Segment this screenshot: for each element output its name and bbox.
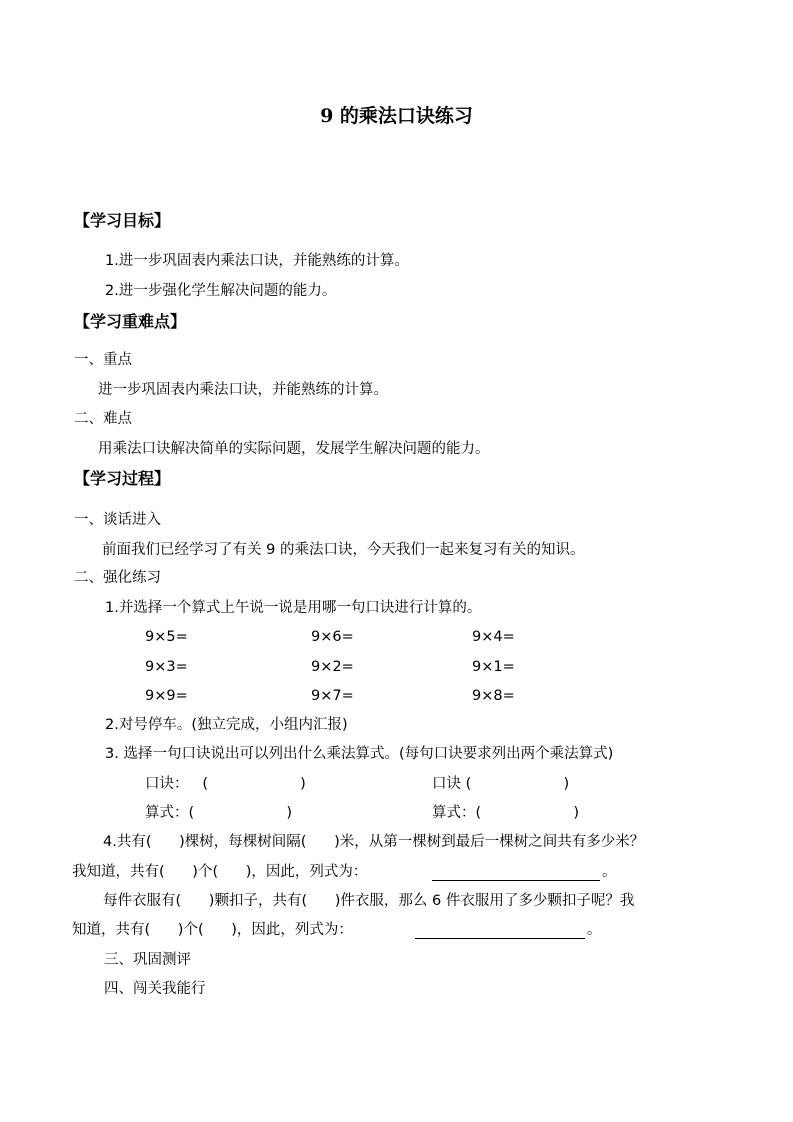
question-5-line-1: 每件衣服有( )颗扣子，共有( )件衣服，那么 6 件衣服用了多少颗扣子呢？我 [103, 893, 635, 909]
q3-rhyme-right: 口诀 ( ) [432, 776, 570, 792]
q3-rhyme-left: 口诀： ( ) [145, 776, 306, 792]
goal-item-2: 2.进一步强化学生解决问题的能力。 [105, 283, 337, 299]
q3-formula-left: 算式：( ) [145, 805, 292, 821]
equation-9x1: 9×1= [472, 659, 515, 675]
equation-9x6: 9×6= [311, 629, 354, 645]
section-4-label: 四、闯关我能行 [104, 981, 206, 997]
goal-item-1: 1.进一步巩固表内乘法口诀，并能熟练的计算。 [105, 253, 409, 269]
hard-text: 用乘法口诀解决简单的实际问题，发展学生解决问题的能力。 [98, 441, 490, 457]
equation-9x4: 9×4= [472, 629, 515, 645]
equation-9x2: 9×2= [311, 659, 354, 675]
key-label: 一、重点 [74, 352, 132, 368]
equation-9x8: 9×8= [472, 688, 515, 704]
equation-9x5: 9×5= [145, 629, 188, 645]
intro-label: 一、谈话进入 [74, 512, 161, 528]
question-1: 1.并选择一个算式上午说一说是用哪一句口诀进行计算的。 [105, 600, 482, 616]
equation-9x9: 9×9= [145, 688, 188, 704]
intro-text: 前面我们已经学习了有关 9 的乘法口诀，今天我们一起来复习有关的知识。 [102, 542, 585, 558]
q4-answer-blank[interactable] [432, 864, 600, 881]
q5-answer-blank[interactable] [415, 922, 585, 939]
process-heading: 【学习过程】 [74, 469, 171, 488]
key-text: 进一步巩固表内乘法口诀，并能熟练的计算。 [98, 382, 388, 398]
goals-heading: 【学习目标】 [74, 211, 171, 230]
q5-period: 。 [587, 922, 602, 938]
hard-label: 二、难点 [74, 411, 132, 427]
equation-9x7: 9×7= [311, 688, 354, 704]
q3-formula-right: 算式：( ) [432, 805, 579, 821]
q4-period: 。 [602, 864, 617, 880]
question-3: 3. 选择一句口诀说出可以列出什么乘法算式。(每句口诀要求列出两个乘法算式) [105, 746, 614, 762]
difficulties-heading: 【学习重难点】 [74, 312, 187, 331]
question-5-line-2: 知道，共有( )个( )，因此，列式为： [72, 922, 353, 938]
practice-label: 二、强化练习 [74, 570, 161, 586]
question-2: 2.对号停车。(独立完成，小组内汇报) [105, 717, 348, 733]
question-4-line-2: 我知道，共有( )个( )，因此，列式为： [72, 864, 368, 880]
question-4-line-1: 4.共有( )棵树，每棵树间隔( )米，从第一棵树到最后一棵树之间共有多少米？ [103, 834, 645, 850]
section-3-label: 三、巩固测评 [104, 952, 191, 968]
equation-9x3: 9×3= [145, 659, 188, 675]
page-title: 9 的乘法口诀练习 [320, 105, 473, 127]
